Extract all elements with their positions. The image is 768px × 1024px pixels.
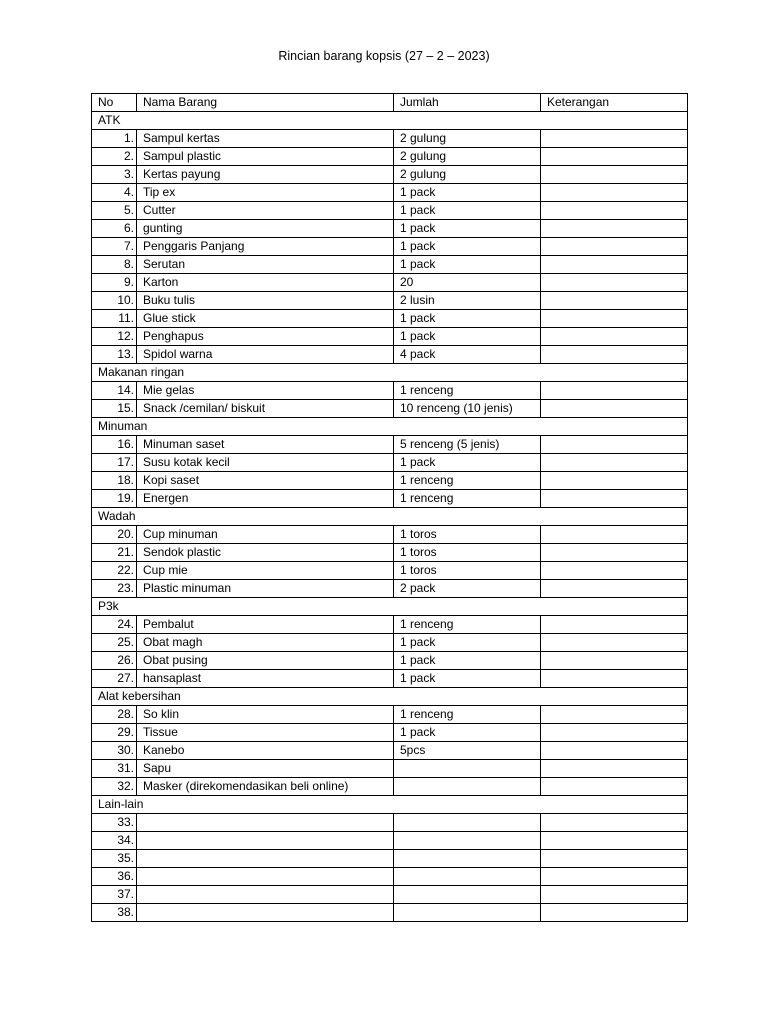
table-row bbox=[92, 886, 688, 904]
item-number: 37. bbox=[92, 886, 137, 904]
item-note bbox=[541, 292, 688, 310]
item-name bbox=[137, 868, 394, 886]
item-name: Minuman saset bbox=[137, 436, 394, 454]
item-quantity: 1 pack bbox=[394, 724, 541, 742]
item-quantity: 2 lusin bbox=[394, 292, 541, 310]
section-label: Lain-lain bbox=[92, 796, 688, 814]
table-row bbox=[92, 472, 688, 490]
item-number: 26. bbox=[92, 652, 137, 670]
item-name: Cup minuman bbox=[137, 526, 394, 544]
section-label: Alat kebersihan bbox=[92, 688, 688, 706]
item-name: Kopi saset bbox=[137, 472, 394, 490]
item-number: 32. bbox=[92, 778, 137, 796]
table-body bbox=[92, 112, 688, 922]
table-row bbox=[92, 202, 688, 220]
table-row bbox=[92, 148, 688, 166]
item-number: 2. bbox=[92, 148, 137, 166]
item-note bbox=[541, 706, 688, 724]
item-name: Mie gelas bbox=[137, 382, 394, 400]
table-row bbox=[92, 778, 688, 796]
header-note: Keterangan bbox=[541, 94, 688, 112]
item-quantity bbox=[394, 904, 541, 922]
item-name: Cup mie bbox=[137, 562, 394, 580]
item-name: Karton bbox=[137, 274, 394, 292]
item-quantity: 1 pack bbox=[394, 328, 541, 346]
item-note bbox=[541, 724, 688, 742]
item-note bbox=[541, 778, 688, 796]
item-name bbox=[137, 904, 394, 922]
item-note bbox=[541, 454, 688, 472]
item-quantity bbox=[394, 850, 541, 868]
section-row bbox=[92, 418, 688, 436]
item-quantity: 1 pack bbox=[394, 184, 541, 202]
section-row bbox=[92, 688, 688, 706]
item-note bbox=[541, 616, 688, 634]
item-note bbox=[541, 760, 688, 778]
item-note bbox=[541, 850, 688, 868]
table-row bbox=[92, 130, 688, 148]
item-name: Snack /cemilan/ biskuit bbox=[137, 400, 394, 418]
item-note bbox=[541, 238, 688, 256]
section-row bbox=[92, 112, 688, 130]
item-note bbox=[541, 346, 688, 364]
item-quantity: 4 pack bbox=[394, 346, 541, 364]
item-number: 18. bbox=[92, 472, 137, 490]
item-quantity: 1 pack bbox=[394, 634, 541, 652]
item-name: Sendok plastic bbox=[137, 544, 394, 562]
item-note bbox=[541, 382, 688, 400]
item-number: 14. bbox=[92, 382, 137, 400]
item-number: 35. bbox=[92, 850, 137, 868]
item-number: 17. bbox=[92, 454, 137, 472]
item-number: 36. bbox=[92, 868, 137, 886]
item-quantity bbox=[394, 778, 541, 796]
item-number: 8. bbox=[92, 256, 137, 274]
item-name: gunting bbox=[137, 220, 394, 238]
item-number: 34. bbox=[92, 832, 137, 850]
item-number: 20. bbox=[92, 526, 137, 544]
item-name: So klin bbox=[137, 706, 394, 724]
item-number: 12. bbox=[92, 328, 137, 346]
header-name: Nama Barang bbox=[137, 94, 394, 112]
table-row bbox=[92, 328, 688, 346]
item-number: 1. bbox=[92, 130, 137, 148]
item-note bbox=[541, 490, 688, 508]
item-quantity: 2 gulung bbox=[394, 166, 541, 184]
table-row bbox=[92, 634, 688, 652]
item-note bbox=[541, 562, 688, 580]
item-note bbox=[541, 580, 688, 598]
item-quantity: 2 gulung bbox=[394, 130, 541, 148]
item-name: Kertas payung bbox=[137, 166, 394, 184]
item-note bbox=[541, 742, 688, 760]
item-note bbox=[541, 472, 688, 490]
item-quantity: 2 pack bbox=[394, 580, 541, 598]
item-name: Tissue bbox=[137, 724, 394, 742]
table-row bbox=[92, 904, 688, 922]
item-number: 21. bbox=[92, 544, 137, 562]
table-header-row bbox=[92, 94, 688, 112]
item-note bbox=[541, 904, 688, 922]
table-row bbox=[92, 706, 688, 724]
item-quantity bbox=[394, 760, 541, 778]
item-quantity: 5pcs bbox=[394, 742, 541, 760]
item-quantity: 20 bbox=[394, 274, 541, 292]
table-row bbox=[92, 220, 688, 238]
item-quantity: 1 pack bbox=[394, 238, 541, 256]
item-name: Masker (direkomendasikan beli online) bbox=[137, 778, 394, 796]
item-number: 6. bbox=[92, 220, 137, 238]
table-row bbox=[92, 400, 688, 418]
item-number: 15. bbox=[92, 400, 137, 418]
section-row bbox=[92, 796, 688, 814]
item-note bbox=[541, 634, 688, 652]
item-name: Sampul kertas bbox=[137, 130, 394, 148]
item-quantity: 1 pack bbox=[394, 202, 541, 220]
item-quantity bbox=[394, 868, 541, 886]
table-row bbox=[92, 814, 688, 832]
document-title: Rincian barang kopsis (27 – 2 – 2023) bbox=[278, 49, 490, 63]
item-name: Plastic minuman bbox=[137, 580, 394, 598]
item-quantity: 1 toros bbox=[394, 544, 541, 562]
item-name bbox=[137, 832, 394, 850]
item-note bbox=[541, 814, 688, 832]
item-note bbox=[541, 400, 688, 418]
section-label: Minuman bbox=[92, 418, 688, 436]
header-qty: Jumlah bbox=[394, 94, 541, 112]
item-number: 27. bbox=[92, 670, 137, 688]
item-number: 4. bbox=[92, 184, 137, 202]
item-number: 30. bbox=[92, 742, 137, 760]
item-name bbox=[137, 886, 394, 904]
item-name: Sampul plastic bbox=[137, 148, 394, 166]
item-number: 38. bbox=[92, 904, 137, 922]
item-quantity: 10 renceng (10 jenis) bbox=[394, 400, 541, 418]
item-name: Penghapus bbox=[137, 328, 394, 346]
item-note bbox=[541, 526, 688, 544]
item-number: 19. bbox=[92, 490, 137, 508]
item-number: 9. bbox=[92, 274, 137, 292]
item-quantity: 1 pack bbox=[394, 670, 541, 688]
item-quantity: 1 pack bbox=[394, 310, 541, 328]
item-quantity bbox=[394, 814, 541, 832]
table-row bbox=[92, 616, 688, 634]
item-note bbox=[541, 148, 688, 166]
item-note bbox=[541, 274, 688, 292]
item-name: Pembalut bbox=[137, 616, 394, 634]
table-row bbox=[92, 724, 688, 742]
item-number: 28. bbox=[92, 706, 137, 724]
item-quantity: 1 renceng bbox=[394, 382, 541, 400]
item-name: Glue stick bbox=[137, 310, 394, 328]
item-note bbox=[541, 868, 688, 886]
item-note bbox=[541, 166, 688, 184]
item-note bbox=[541, 652, 688, 670]
item-number: 11. bbox=[92, 310, 137, 328]
item-name: Susu kotak kecil bbox=[137, 454, 394, 472]
item-number: 23. bbox=[92, 580, 137, 598]
item-name: Obat pusing bbox=[137, 652, 394, 670]
item-name bbox=[137, 814, 394, 832]
table-row bbox=[92, 760, 688, 778]
item-quantity: 1 renceng bbox=[394, 616, 541, 634]
item-note bbox=[541, 886, 688, 904]
item-quantity bbox=[394, 886, 541, 904]
item-quantity: 1 pack bbox=[394, 652, 541, 670]
item-quantity: 1 pack bbox=[394, 256, 541, 274]
table-row bbox=[92, 526, 688, 544]
item-note bbox=[541, 832, 688, 850]
header-no: No bbox=[92, 94, 137, 112]
item-number: 33. bbox=[92, 814, 137, 832]
item-number: 22. bbox=[92, 562, 137, 580]
section-row bbox=[92, 598, 688, 616]
item-number: 3. bbox=[92, 166, 137, 184]
item-number: 25. bbox=[92, 634, 137, 652]
section-label: Wadah bbox=[92, 508, 688, 526]
item-table bbox=[91, 93, 688, 922]
table-row bbox=[92, 184, 688, 202]
table-row bbox=[92, 544, 688, 562]
table-row bbox=[92, 580, 688, 598]
item-note bbox=[541, 130, 688, 148]
table-row bbox=[92, 652, 688, 670]
item-note bbox=[541, 310, 688, 328]
item-name: Cutter bbox=[137, 202, 394, 220]
item-number: 13. bbox=[92, 346, 137, 364]
item-number: 16. bbox=[92, 436, 137, 454]
section-label: ATK bbox=[92, 112, 688, 130]
item-quantity: 5 renceng (5 jenis) bbox=[394, 436, 541, 454]
table-row bbox=[92, 850, 688, 868]
table-row bbox=[92, 868, 688, 886]
table-row bbox=[92, 436, 688, 454]
item-name: hansaplast bbox=[137, 670, 394, 688]
table-row bbox=[92, 454, 688, 472]
item-quantity: 1 pack bbox=[394, 454, 541, 472]
item-quantity: 2 gulung bbox=[394, 148, 541, 166]
table-row bbox=[92, 382, 688, 400]
section-row bbox=[92, 508, 688, 526]
table-row bbox=[92, 832, 688, 850]
item-quantity: 1 toros bbox=[394, 562, 541, 580]
item-number: 7. bbox=[92, 238, 137, 256]
item-note bbox=[541, 256, 688, 274]
table-row bbox=[92, 256, 688, 274]
table-row bbox=[92, 274, 688, 292]
table-row bbox=[92, 292, 688, 310]
item-number: 31. bbox=[92, 760, 137, 778]
item-quantity: 1 toros bbox=[394, 526, 541, 544]
table-row bbox=[92, 562, 688, 580]
section-label: P3k bbox=[92, 598, 688, 616]
item-quantity: 1 pack bbox=[394, 220, 541, 238]
item-name: Kanebo bbox=[137, 742, 394, 760]
item-note bbox=[541, 220, 688, 238]
item-number: 29. bbox=[92, 724, 137, 742]
item-number: 24. bbox=[92, 616, 137, 634]
item-note bbox=[541, 436, 688, 454]
item-note bbox=[541, 670, 688, 688]
item-note bbox=[541, 328, 688, 346]
table-row bbox=[92, 670, 688, 688]
item-quantity: 1 renceng bbox=[394, 472, 541, 490]
item-name: Tip ex bbox=[137, 184, 394, 202]
section-row bbox=[92, 364, 688, 382]
item-note bbox=[541, 202, 688, 220]
item-name: Spidol warna bbox=[137, 346, 394, 364]
item-name: Energen bbox=[137, 490, 394, 508]
item-name: Serutan bbox=[137, 256, 394, 274]
item-number: 5. bbox=[92, 202, 137, 220]
item-quantity bbox=[394, 832, 541, 850]
table-row bbox=[92, 166, 688, 184]
item-name: Sapu bbox=[137, 760, 394, 778]
table-row bbox=[92, 310, 688, 328]
item-note bbox=[541, 544, 688, 562]
table-row bbox=[92, 346, 688, 364]
item-note bbox=[541, 184, 688, 202]
item-name: Buku tulis bbox=[137, 292, 394, 310]
table-row bbox=[92, 742, 688, 760]
table-row bbox=[92, 238, 688, 256]
section-label: Makanan ringan bbox=[92, 364, 688, 382]
table-row bbox=[92, 490, 688, 508]
item-quantity: 1 renceng bbox=[394, 706, 541, 724]
item-name: Obat magh bbox=[137, 634, 394, 652]
item-name bbox=[137, 850, 394, 868]
item-number: 10. bbox=[92, 292, 137, 310]
item-name: Penggaris Panjang bbox=[137, 238, 394, 256]
item-quantity: 1 renceng bbox=[394, 490, 541, 508]
